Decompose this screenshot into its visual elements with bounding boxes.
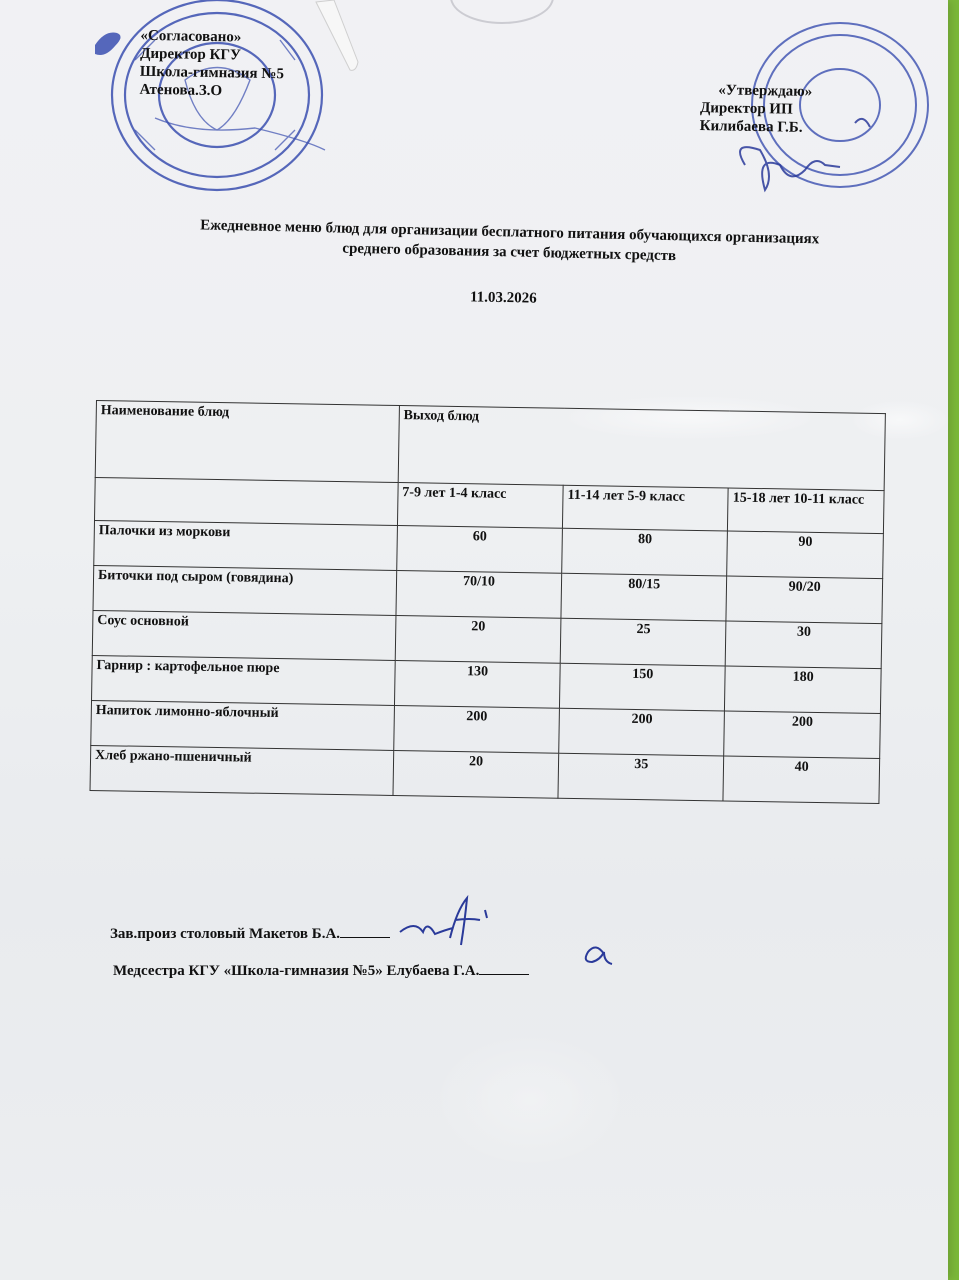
menu-title-line2: среднего образования за счет бюджетных средств [342, 240, 677, 265]
reflection-circle [450, 0, 554, 24]
dish-name: Хлеб ржано-пшеничный [90, 745, 394, 795]
approval-block-left [139, 27, 284, 102]
portion-value: 200 [394, 705, 560, 753]
dish-name: Соус основной [92, 610, 396, 660]
header-dish-name: Наименование блюд [95, 401, 399, 483]
age-group-1: 7-9 лет 1-4 класс [397, 483, 563, 529]
portion-value: 200 [724, 711, 880, 759]
nurse-signature [570, 938, 620, 974]
portion-value: 70/10 [396, 571, 562, 619]
portion-value: 90 [727, 531, 883, 579]
portion-value: 30 [726, 621, 882, 669]
approval-left-line3: Школа-гимназия №5 [139, 63, 285, 83]
signature-line-cook [110, 925, 390, 943]
cook-signature [395, 890, 505, 950]
signature-line-nurse [113, 962, 529, 980]
approval-left-line2: Директор КГУ [140, 45, 242, 64]
portion-value: 150 [560, 663, 726, 711]
menu-date: 11.03.2026 [469, 289, 537, 307]
portion-value: 40 [723, 756, 879, 804]
approval-block-right [700, 81, 813, 137]
approval-left-line1: «Согласовано» [140, 27, 242, 46]
nurse-label: Медсестра КГУ «Школа-гимназия №5» Елубаева Г.А. [113, 963, 480, 979]
portion-value: 80 [562, 528, 728, 576]
portion-value: 180 [725, 666, 881, 714]
approval-right-line2: Директор ИП [699, 100, 793, 118]
approval-right-line3: Килибаева Г.Б. [699, 118, 803, 136]
portion-value: 35 [558, 753, 724, 801]
portion-value: 20 [395, 616, 561, 664]
portion-value: 80/15 [561, 573, 727, 621]
portion-value: 200 [559, 708, 725, 756]
signature-underline [479, 962, 529, 975]
portion-value: 90/20 [726, 576, 882, 624]
menu-table [90, 400, 886, 804]
approval-right-line1: «Утверждаю» [718, 82, 813, 100]
dish-name: Биточки под сыром (говядина) [93, 565, 397, 615]
portion-value: 60 [397, 526, 563, 574]
header-yield: Выход блюд [398, 406, 885, 491]
dish-name: Палочки из моркови [94, 520, 398, 570]
menu-table-wrap [90, 400, 896, 804]
approval-left-line4: Атенова.З.О [139, 81, 223, 100]
cook-label: Зав.произ столовый Макетов Б.А. [110, 926, 341, 942]
dish-name: Гарнир : картофельное пюре [92, 655, 396, 705]
portion-value: 130 [394, 660, 560, 708]
signature-underline [340, 925, 390, 938]
light-reflection [430, 1030, 630, 1170]
age-group-2: 11-14 лет 5-9 класс [563, 485, 729, 531]
age-group-3: 15-18 лет 10-11 класс [728, 488, 884, 534]
portion-value: 25 [560, 618, 726, 666]
menu-title-line1: Ежедневное меню блюд для организации бесплатного питания обучающихся организациях [199, 217, 820, 248]
table-header-row [95, 401, 885, 491]
dish-name: Напиток лимонно-яблочный [91, 700, 395, 750]
portion-value: 20 [393, 750, 559, 798]
age-header-empty [95, 477, 398, 525]
